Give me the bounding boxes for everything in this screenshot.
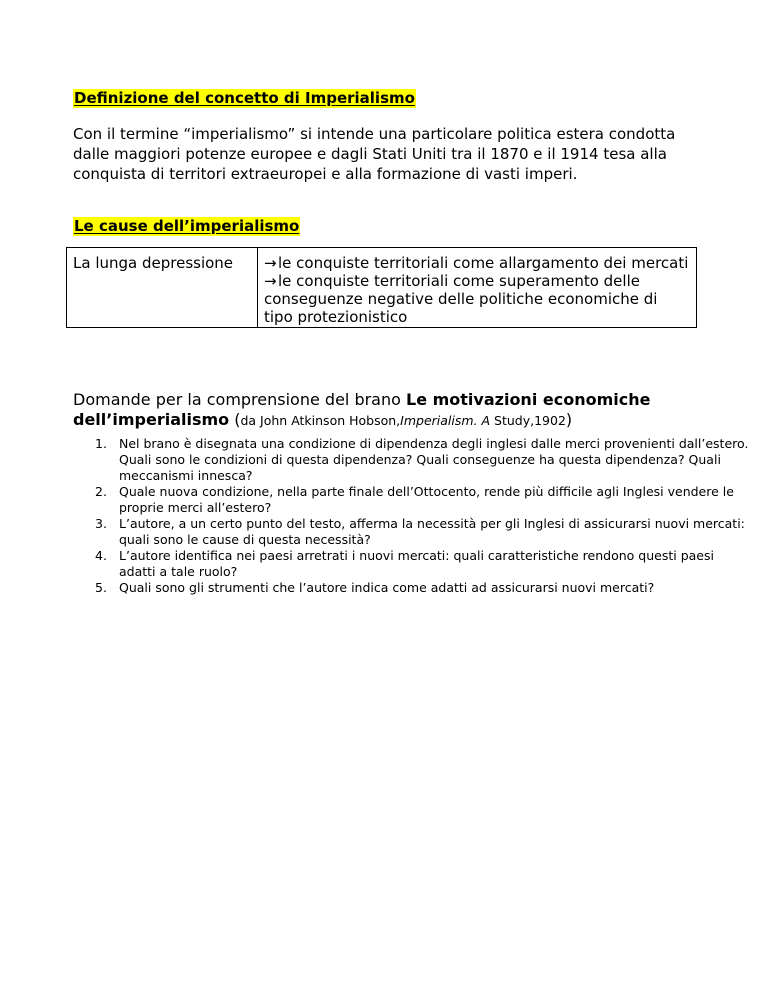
question-item: L’autore, a un certo punto del testo, afferma la necessità per gli Inglesi di assicurarsi nuovi mercati: quali sono le cause di questa necessità? xyxy=(119,516,745,547)
effect-text: le conquiste territoriali come superamento delle conseguenze negative delle politiche economiche di tipo protezionistico xyxy=(264,272,658,326)
cause-cell: La lunga depressione xyxy=(67,248,258,328)
effects-cell xyxy=(258,248,697,328)
source-open-paren: ( xyxy=(229,410,241,429)
question-item: L’autore identifica nei paesi arretrati i nuovi mercati: quali caratteristiche rendono questi paesi adatti a tale ruolo? xyxy=(119,548,714,579)
question-item: Quali sono gli strumenti che l’autore indica come adatti ad assicurarsi nuovi mercati? xyxy=(119,580,655,595)
causes-table xyxy=(66,247,697,328)
questions-intro: Domande per la comprensione del brano xyxy=(73,390,406,409)
source-work-title: Imperialism. A xyxy=(400,413,491,428)
definition-paragraph: Con il termine “imperialismo” si intende una particolare politica estera condotta dalle maggiori potenze europee e dagli Stati Uniti tra il 1870 e il 1914 tesa alla conquista di territori extraeuropei e alla formazione di vasti imperi. xyxy=(73,125,676,183)
source-close-paren: ) xyxy=(565,410,573,429)
causes-heading xyxy=(73,217,300,235)
definition-heading-text: Definizione del concetto di Imperialismo xyxy=(74,89,415,107)
questions-title xyxy=(73,390,713,431)
arrow-right-icon: → xyxy=(264,254,277,272)
questions-list xyxy=(73,436,749,596)
source-author: da John Atkinson Hobson, xyxy=(240,413,401,428)
causes-heading-text: Le cause dell’imperialismo xyxy=(74,217,300,235)
effect-point xyxy=(264,272,690,326)
definition-heading xyxy=(73,89,416,107)
arrow-right-icon: → xyxy=(264,272,277,290)
question-item: Nel brano è disegnata una condizione di dipendenza degli inglesi dalle merci provenienti dall’estero. Quali sono le condizioni di questa dipendenza? Quali conseguenze ha questa dipendenza? Quali meccanismi innesca? xyxy=(119,436,749,483)
source-work-rest: Study,1902 xyxy=(490,413,566,428)
causes-table-row xyxy=(67,248,697,328)
question-item: Quale nuova condizione, nella parte finale dell’Ottocento, rende più difficile agli Inglesi vendere le proprie merci all’estero? xyxy=(119,484,734,515)
effect-point xyxy=(264,254,690,272)
effect-text: le conquiste territoriali come allargamento dei mercati xyxy=(278,254,689,272)
reading-title: Le motivazioni economiche dell’imperialismo xyxy=(73,390,651,429)
